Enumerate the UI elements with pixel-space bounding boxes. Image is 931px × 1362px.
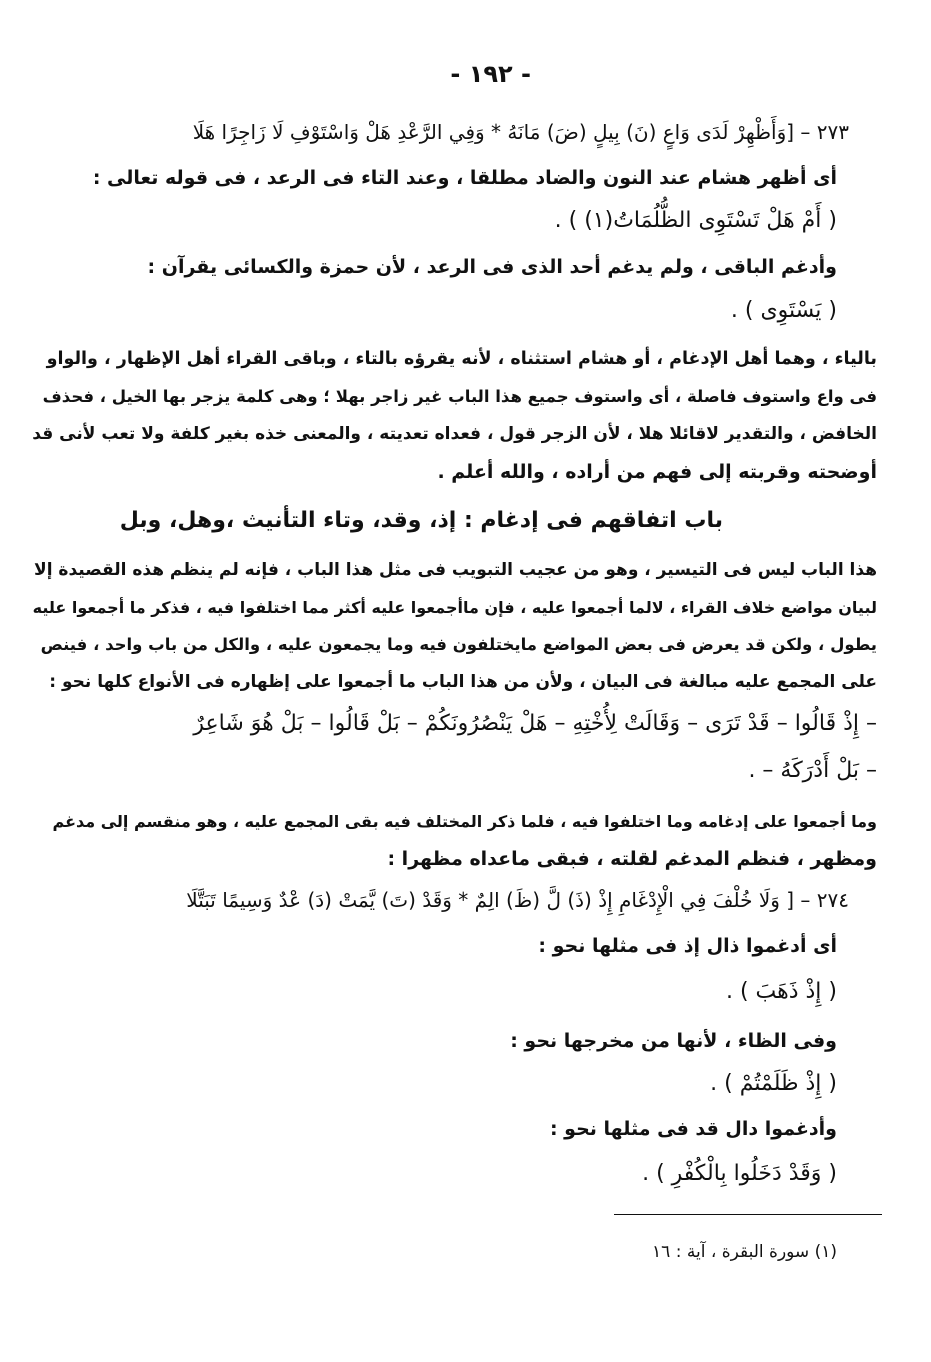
quran-examples: – بَلْ أَدْرَكَهُ – . xyxy=(748,758,877,783)
text-line: ومظهر ، فنظم المدغم لقلته ، فبقى ماعداه مظهرا : xyxy=(387,848,877,870)
text-line: أى أظهر هشام عند النون والضاد مطلقا ، وعند التاء فى الرعد ، فى قوله تعالى : xyxy=(92,167,837,189)
footnote: (١) سورة البقرة ، آية : ١٦ xyxy=(652,1242,837,1262)
text-line: وأدغم الباقى ، ولم يدغم أحد الذى فى الرعد ، لأن حمزة والكسائى يقرآن : xyxy=(147,256,837,278)
footnote-divider xyxy=(614,1214,882,1215)
section-heading: باب اتفاقهم فى إدغام : إذ، وقد، وتاء التأنيث ،وهل، وبل xyxy=(119,508,723,533)
text-line: بالياء ، وهما أهل الإدغام ، أو هشام استثناه ، لأنه يقرؤه بالتاء ، وباقى القراء أهل الإظهار ، والواو xyxy=(46,349,877,369)
text-line: وأدغموا دال قد فى مثلها نحو : xyxy=(549,1118,837,1140)
text-line: يطول ، ولكن قد يعرض فى بعض المواضع مايختلفون فيه وما يجمعون عليه ، والكل من باب واحد ، فينص xyxy=(40,635,877,654)
page-number: - ١٩٢ - xyxy=(450,60,531,88)
text-line: أوضحته وقربته إلى فهم من أراده ، والله أعلم . xyxy=(437,461,877,483)
text-line: الخافض ، والتقدير لاقائلا هلا ، لأن الزجر قول ، فعداه تعديته ، والمعنى خذه بغير كلفة ولا تعب لأنى قد xyxy=(32,424,877,444)
quran-quote: ( إِذْ ذَهَبَ ) . xyxy=(725,979,837,1004)
verse-273: ٢٧٣ – [وَأَظْهِرْ لَدَى وَاعٍ (نَ) بِيلٍ (ضَ) مَانَهُ * وَفِي الرَّعْدِ هَلْ وَاسْتَوْفِ لَا زَاجِرًا هَلَا xyxy=(192,120,849,144)
text-line: أى أدغموا ذال إذ فى مثلها نحو : xyxy=(538,935,837,957)
quran-quote: ( يَسْتَوِى ) . xyxy=(730,298,837,323)
quran-quote: ( أَمْ هَلْ تَسْتَوِى الظُّلُمَاتُ(١) ) . xyxy=(554,208,837,233)
text-line: وفى الظاء ، لأنها من مخرجها نحو : xyxy=(510,1030,837,1052)
quran-quote: ( إِذْ ظَلَمْتُمْ ) . xyxy=(710,1071,837,1096)
text-line: وما أجمعوا على إدغامه وما اختلفوا فيه ، فلما ذكر المختلف فيه بقى المجمع عليه ، وهو منقسم إلى مدغم xyxy=(52,812,877,831)
text-line: على المجمع عليه مبالغة فى البيان ، ولأن من هذا الباب ما أجمعوا على إظهاره فى الأنواع كلها نحو : xyxy=(49,672,877,692)
quran-quote: ( وَقَدْ دَخَلُوا بِالْكُفْرِ ) . xyxy=(642,1161,837,1186)
text-line: لبيان مواضع خلاف القراء ، لالما أجمعوا عليه ، فإن ماأجمعوا عليه أكثر مما اختلفوا فيه ، فذكر ما أجمعوا عليه xyxy=(32,598,877,617)
text-line: فى واع واستوف فاصلة ، أى واستوف جميع هذا الباب غير زاجر بهلا ؛ وهى كلمة يزجر بها الخيل ، فحذف xyxy=(42,387,877,406)
verse-274: ٢٧٤ – [ وَلَا خُلْفَ فِي الْإِدْغَامِ إِذْ (ذَ) لَّ (ظَ) الِمٌ * وَقَدْ (تَ) يَّمَتْ (دَ) عْدٌ وَسِيمًا تَبَتَّلَا xyxy=(186,888,849,912)
quran-examples: – إِذْ قَالُوا – قَدْ تَرَى – وَقَالَتْ لِأُخْتِهِ – هَلْ يَنْصُرُونَكُمْ – بَلْ قَالُوا – بَلْ هُوَ شَاعِرٌ xyxy=(193,711,877,736)
text-line: هذا الباب ليس فى التيسير ، وهو من عجيب التبويب فى مثل هذا الباب ، فإنه لم ينظم هذه القصيدة إلا xyxy=(34,560,877,580)
